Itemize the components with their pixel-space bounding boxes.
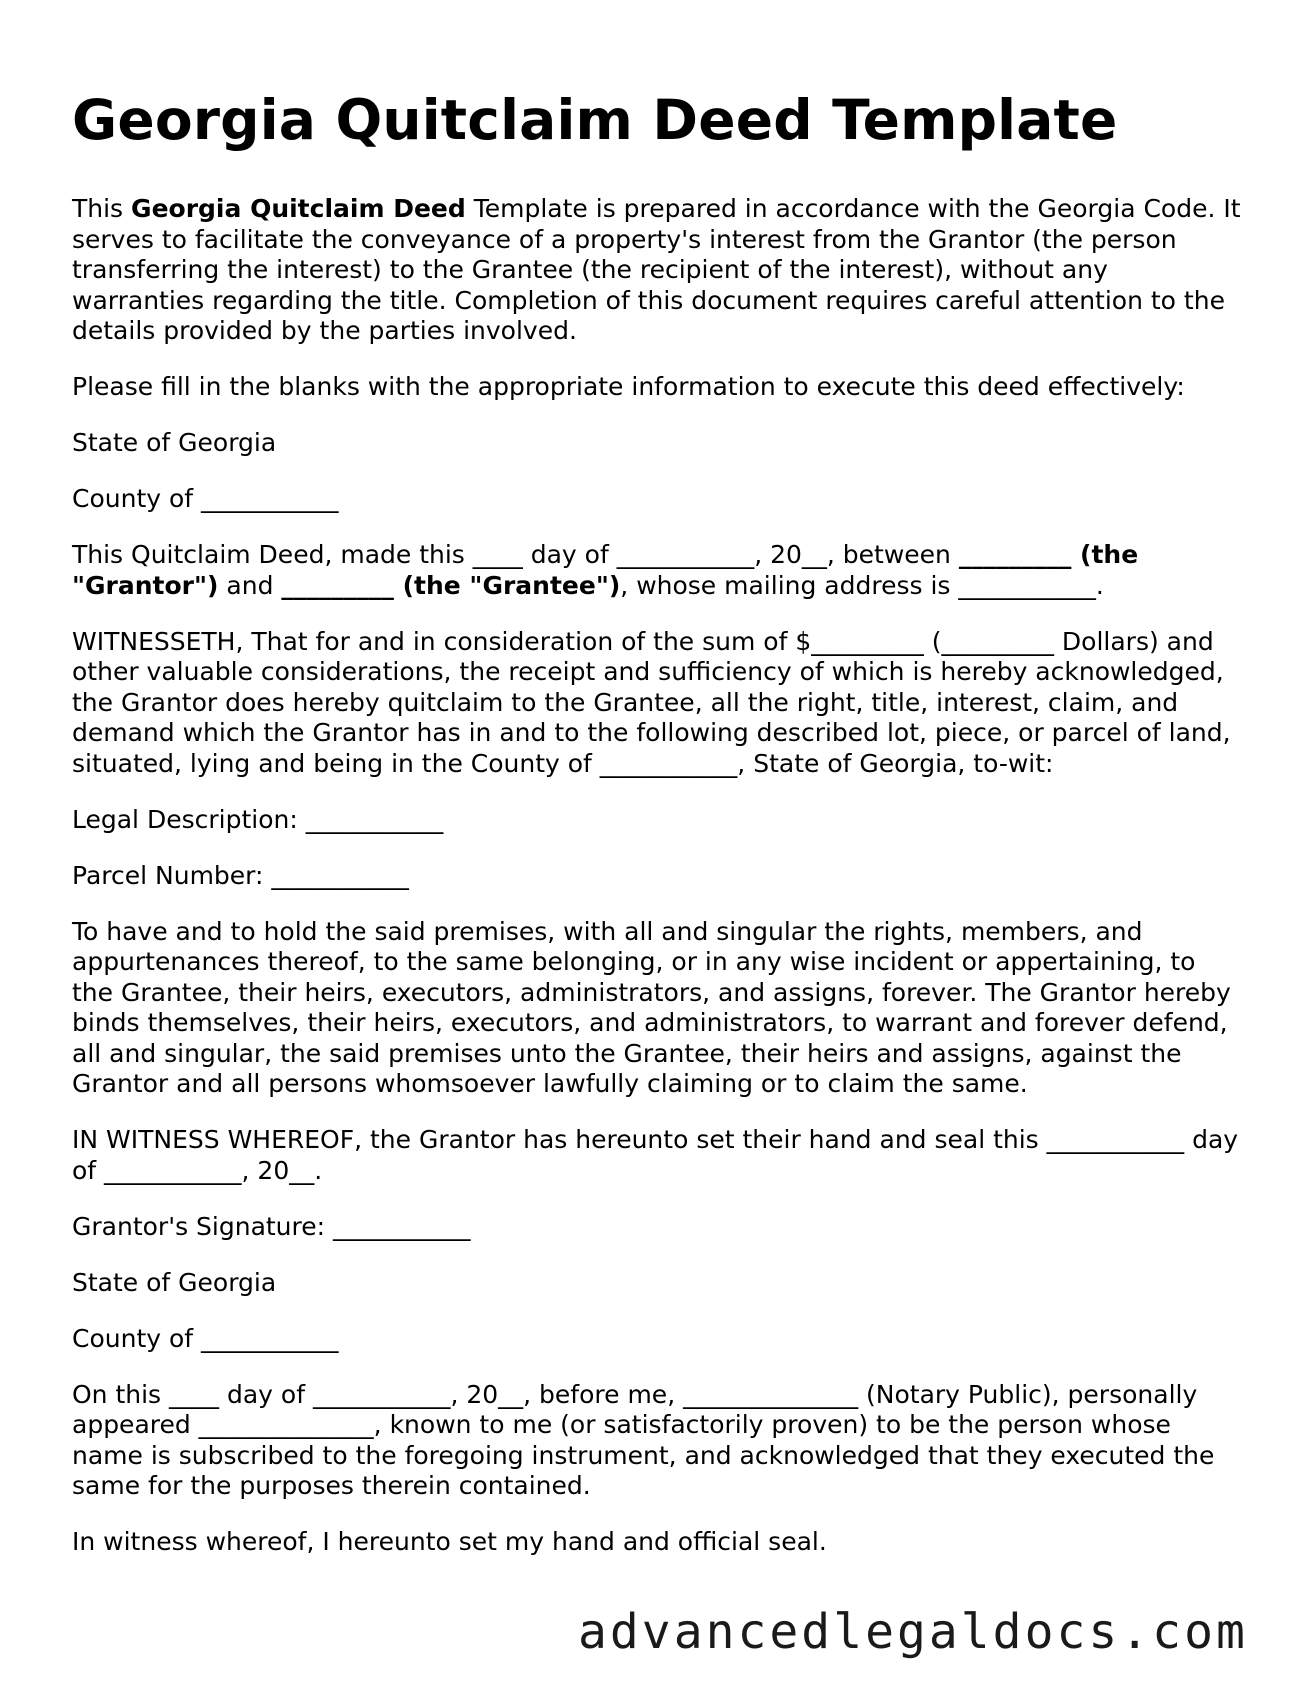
grantor-blank: _________ (the "Grantor") (72, 540, 1139, 600)
in-witness-paragraph: IN WITNESS WHEREOF, the Grantor has hereunto set their hand and seal this ___________ day of ___________, 20__. (72, 1125, 1239, 1185)
deed-clause-part1: This Quitclaim Deed, made this ____ day of ___________, 20__, between (72, 540, 959, 569)
legal-description-line: Legal Description: ___________ (72, 804, 444, 834)
habendum-paragraph: To have and to hold the said premises, with all and singular the rights, members, and appurtenances thereof, to the same belonging, or in any wise incident or appertaining, to the Grantee, their heirs, executors, administrators, and assigns, forever. The Grantor hereby binds themselves, their heirs, executors, and administrators, to warrant and forever defend, all and singular, the said premises unto the Grantee, their heirs and assigns, against the Grantor and all persons whomsoever lawfully claiming or to claim the same. (72, 916, 1231, 1098)
intro-rest: Template is prepared in accordance with the Georgia Code. It serves to facilitate the conveyance of a property's interest from the Grantor (the person transferring the interest) to the Grantee (the recipient of the interest), without any warranties regarding the title. Completion of this document requires careful attention to the details provided by the parties involved. (72, 194, 1241, 345)
instructions-paragraph: Please fill in the blanks with the appropriate information to execute this deed effectively: (72, 372, 1185, 401)
notary-clause-paragraph: On this ____ day of ___________, 20__, before me, ______________ (Notary Public), personally appeared ______________, known to me (or satisfactorily proven) to be the person whose name is subscribed to the foregoing instrument, and acknowledged that they executed the same for the purposes therein contained. (72, 1379, 1215, 1500)
state-line-2: State of Georgia (72, 1267, 277, 1297)
deed-clause-paragraph (72, 540, 1242, 601)
county-line-1: County of ___________ (72, 484, 339, 513)
deed-clause-part3: , whose mailing address is ___________. (620, 570, 1104, 600)
deed-clause-part2: and (218, 570, 282, 600)
grantor-signature-line: Grantor's Signature: ___________ (72, 1211, 471, 1241)
county-line-2: County of ___________ (72, 1323, 339, 1353)
intro-paragraph (72, 194, 1242, 347)
intro-prefix: This (72, 194, 132, 223)
grantee-blank: _________ (the "Grantee") (281, 570, 621, 600)
document-page (72, 84, 1242, 1583)
state-line-1: State of Georgia (72, 428, 277, 457)
notary-witness-line: In witness whereof, I hereunto set my hand and official seal. (72, 1527, 827, 1556)
parcel-number-line: Parcel Number: ___________ (72, 860, 409, 890)
witnesseth-paragraph: WITNESSETH, That for and in consideration of the sum of $_________ (_________ Dollars) and other valuable considerations, the receipt and sufficiency of which is hereby acknowledged, the Grantor does hereby quitclaim to the Grantee, all the right, title, interest, claim, and demand which the Grantor has in and to the following described lot, piece, or parcel of land, situated, lying and being in the County of ___________, State of Georgia, to-wit: (72, 626, 1231, 778)
watermark-text: advancedlegaldocs.com (578, 1604, 1248, 1660)
page-title: Georgia Quitclaim Deed Template (72, 88, 1118, 152)
intro-bold-title: Georgia Quitclaim Deed (131, 194, 466, 223)
